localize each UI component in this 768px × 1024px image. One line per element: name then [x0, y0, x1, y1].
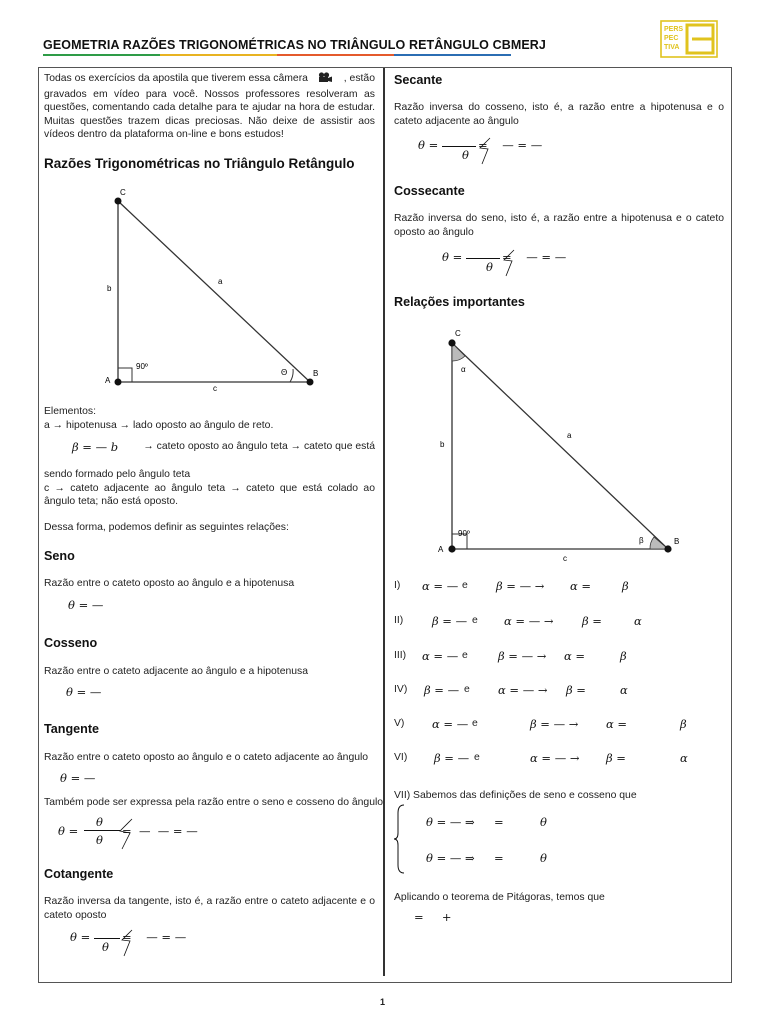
theta-angle-label: Θ [281, 368, 288, 377]
fraction-bar [84, 830, 120, 831]
seno-description: Razão entre o cateto oposto ao ângulo e a hipotenusa [44, 578, 295, 589]
element-b-text: → cateto oposto ao ângulo teta → cateto que está [143, 441, 375, 453]
vertex-c-label: C [120, 188, 126, 197]
tangente-description-2: Também pode ser expressa pela razão entre o seno e cosseno do ângulo [44, 797, 384, 808]
perspectiva-logo [660, 20, 718, 58]
vertex-c-point [448, 339, 455, 346]
vertex-b-point [307, 379, 314, 386]
element-b-line [72, 440, 375, 454]
side-b-label: b [107, 284, 112, 293]
side-a-label: a [567, 431, 572, 440]
tangente-eq2-right: = — — = — [122, 824, 198, 838]
side-a-label: a [218, 277, 223, 286]
right-angle-label: 90º [136, 362, 148, 371]
cotangente-description: Razão inversa da tangente, isto é, a razão entre o cateto adjacente e o cateto oposto [44, 896, 375, 921]
vertex-b-label: B [674, 537, 680, 546]
vertex-a-label: A [438, 545, 444, 554]
right-triangle-diagram-1 [100, 186, 340, 396]
vii-equation-1: θ = — ⇒ = θ [426, 815, 547, 829]
cossecante-description: Razão inversa do seno, isto é, a razão entre a hipotenusa e o cateto oposto ao ângulo [394, 213, 724, 238]
fraction-bar [442, 146, 476, 147]
tangente-equation: θ = — [60, 771, 96, 785]
beta-equation: β = — b [72, 440, 119, 454]
pitagoras-text: Aplicando o teorema de Pitágoras, temos que [394, 892, 605, 903]
relations-intro: Dessa forma, podemos definir as seguintes relações: [44, 522, 289, 533]
logo-text-2: PEC [664, 35, 679, 42]
elements-label: Elementos: [44, 406, 96, 417]
header-accent-line [43, 54, 511, 56]
elements-block [44, 405, 375, 432]
beta-angle-label: β [639, 536, 644, 545]
vii-text: VII) Sabemos das definições de seno e cosseno que [394, 790, 637, 801]
element-c-block [44, 468, 375, 509]
fraction-slash-mark [476, 136, 496, 166]
cossecante-eq-denominator: θ [486, 260, 493, 274]
column-divider [383, 68, 385, 976]
tangente-equation-2 [58, 815, 208, 851]
element-b-continuation: sendo formado pelo ângulo teta [44, 469, 191, 480]
intro-text-mid: , estão [343, 73, 375, 84]
secante-eq-denominator: θ [462, 148, 469, 162]
alpha-angle-label: α [461, 365, 466, 374]
element-c-line: c → cateto adjacente ao ângulo teta → cateto que está colado ao ângulo teta; não está oposto. [44, 482, 375, 508]
vertex-a-point [448, 545, 455, 552]
secante-eq-right: = — = — [478, 138, 543, 152]
section-title-main: Razões Trigonométricas no Triângulo Retângulo [44, 156, 355, 171]
system-brace [394, 803, 406, 875]
fraction-slash-mark [116, 817, 138, 851]
side-c-label: c [563, 554, 567, 563]
cotangente-eq-right: = — = — [122, 930, 187, 944]
intro-text-start: Todas os exercícios da apostila que tiverem essa câmera [44, 73, 308, 84]
right-triangle-diagram-2 [430, 325, 690, 565]
secante-description: Razão inversa do cosseno, isto é, a razão entre a hipotenusa e o cateto adjacente ao ângulo [394, 102, 724, 127]
vertex-c-label: C [455, 329, 461, 338]
fraction-slash-mark [500, 248, 520, 278]
fraction-slash-mark [118, 928, 138, 958]
element-a-line: a → hipotenusa → lado oposto ao ângulo de reto. [44, 419, 274, 431]
vertex-c-point [115, 198, 122, 205]
cossecante-equation [442, 248, 612, 278]
fraction-bar [94, 938, 120, 939]
vertex-a-label: A [105, 376, 111, 385]
page-title: GEOMETRIA RAZÕES TRIGONOMÉTRICAS NO TRIÂNGULO RETÂNGULO CBMERJ [43, 38, 546, 52]
cosseno-equation: θ = — [66, 685, 102, 699]
secante-title: Secante [394, 73, 443, 87]
cossecante-eq-right: = — = — [502, 250, 567, 264]
tangente-description: Razão entre o cateto oposto ao ângulo e o cateto adjacente ao ângulo [44, 752, 369, 763]
tangente-eq2-numerator: θ [96, 815, 103, 829]
intro-paragraph [44, 72, 375, 142]
cotangente-eq-left: θ = [70, 930, 91, 944]
seno-equation: θ = — [68, 598, 104, 612]
logo-text-1: PERS [664, 26, 684, 33]
logo-text-3: TIVA [664, 44, 680, 51]
cosseno-title: Cosseno [44, 636, 98, 650]
cossecante-title: Cossecante [394, 184, 465, 198]
relacoes-title: Relações importantes [394, 295, 525, 309]
secante-eq-left: θ = [418, 138, 439, 152]
cotangente-title: Cotangente [44, 867, 114, 881]
side-c-label: c [213, 384, 217, 393]
pitagoras-equation: = + [414, 910, 452, 924]
vertex-b-label: B [313, 369, 319, 378]
cosseno-description: Razão entre o cateto adjacente ao ângulo e a hipotenusa [44, 666, 309, 677]
vii-equation-2: θ = — ⇒ = θ [426, 851, 547, 865]
right-angle-label: 90º [458, 529, 470, 538]
vertex-b-point [664, 545, 671, 552]
intro-text-rest: gravados em vídeo para você. Nossos professores resolveram as questões, comentando cada detalhe para te ajudar na hora de estudar. Muitas questões trazem dicas preciosas. Não deixe de assistir aos vídeos dentro da plataforma on-line e bons estudos! [44, 88, 375, 141]
tangente-eq2-left: θ = [58, 824, 79, 838]
vertex-a-point [115, 379, 122, 386]
cotangente-equation [70, 928, 220, 958]
relations-list: I) α = — e β = — → α = β II) β = — e α = — → β = α III) α = — e β = — → α = β IV) β = — e α = — → β = α V) α = — e β = — → α = β VI) β = — e α = — → β = α [394, 579, 688, 765]
camera-icon [318, 72, 333, 88]
side-b-label: b [440, 440, 445, 449]
cossecante-eq-left: θ = [442, 250, 463, 264]
tangente-title: Tangente [44, 722, 100, 736]
fraction-bar [466, 258, 500, 259]
secante-equation [418, 136, 588, 166]
seno-title: Seno [44, 549, 75, 563]
tangente-eq2-denominator: θ [96, 833, 103, 847]
page-number: 1 [380, 997, 386, 1007]
cotangente-eq-denominator: θ [102, 940, 109, 954]
